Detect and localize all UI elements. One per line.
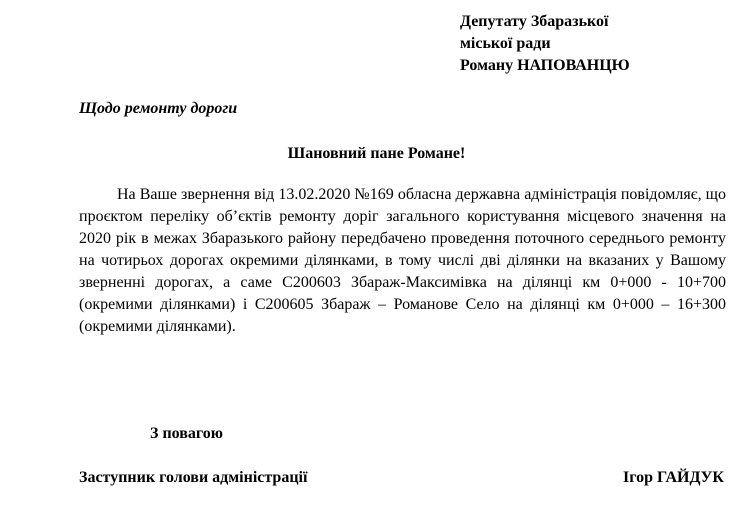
addressee-line-1: Депутату Збаразької: [460, 13, 609, 30]
addressee-block: [460, 11, 630, 77]
addressee-line-3: Роману НАПОВАНЦЮ: [460, 57, 630, 74]
letter-subject: Щодо ремонту дороги: [79, 100, 238, 117]
closing-regards: З повагою: [150, 425, 223, 442]
addressee-line-2: міської ради: [460, 35, 551, 52]
letter-salutation: Шановний пане Романе!: [287, 145, 466, 162]
signatory-position: Заступник голови адміністрації: [79, 469, 308, 486]
body-paragraph: На Ваше звернення від 13.02.2020 №169 обласна державна адміністрація повідомляє, що проєктом переліку об’єктів ремонту доріг загального користування місцевого значення на 2020 рік в межах Збаразького району передбачено проведення поточного середнього ремонту на чотирьох дорогах окремими ділянками, в тому числі дві ділянки на вказаних у Вашому зверненні дорогах, а саме С200603 Збараж-Максимівка на ділянці км 0+000 - 10+700 (окремими ділянками) і С200605 Збараж – Романове Село на ділянці км 0+000 – 16+300 (окремими ділянками).: [79, 186, 726, 335]
signatory-name: Ігор ГАЙДУК: [623, 469, 724, 486]
letter-body: [79, 184, 726, 338]
